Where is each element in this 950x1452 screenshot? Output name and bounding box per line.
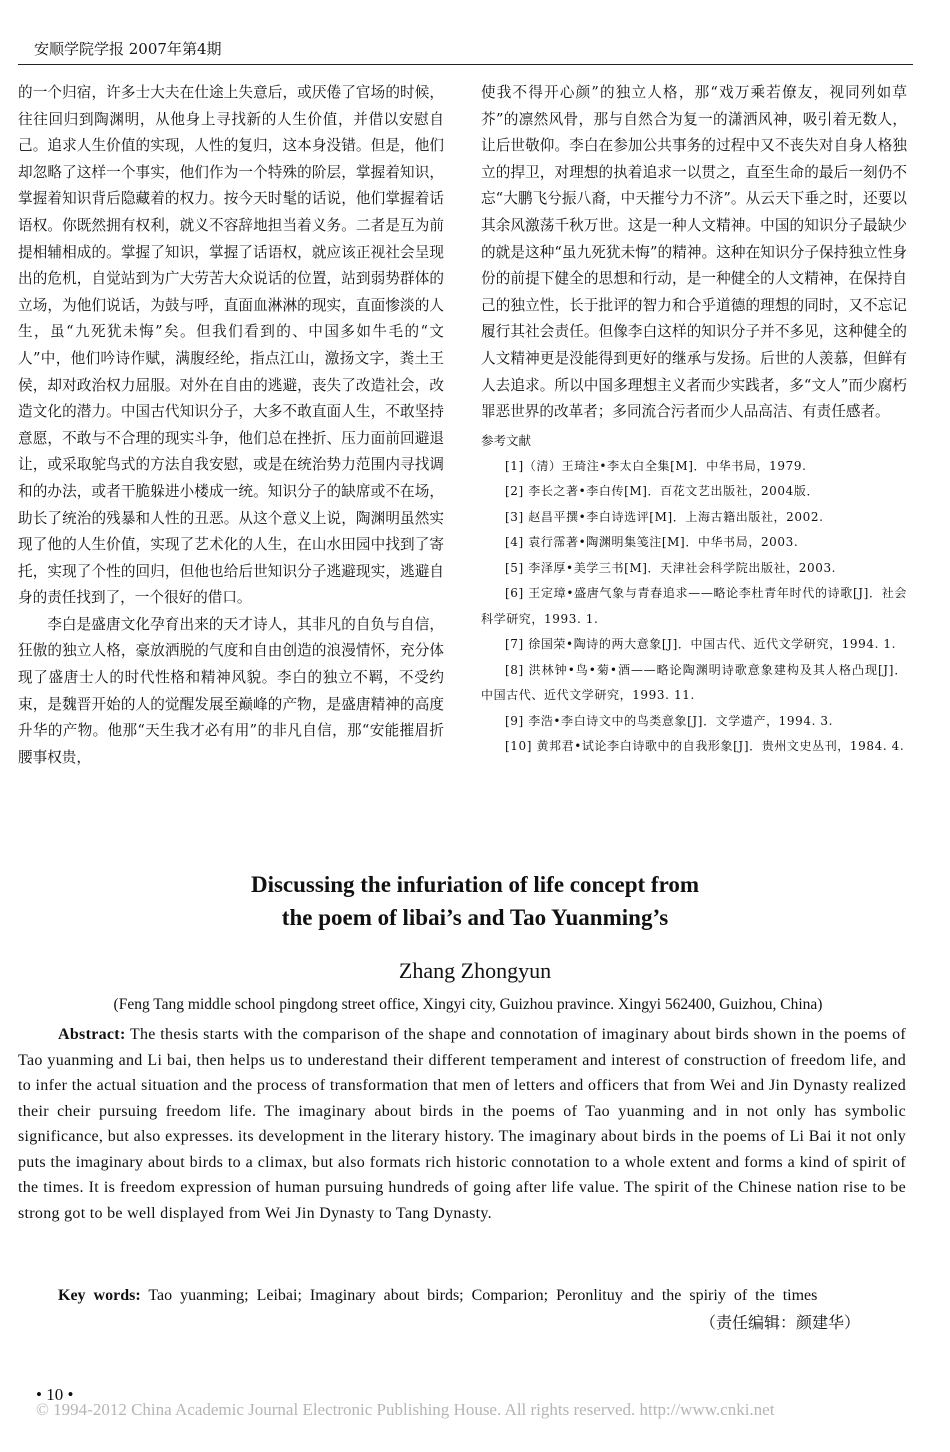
keywords-text: Tao yuanming; Leibai; Imaginary about birds; Comparion; Peronlituy and the spiriy of the times bbox=[148, 1287, 818, 1304]
journal-header: 安顺学院学报 2007年第4期 bbox=[34, 40, 222, 58]
reference-item: [1]（清）王琦注•李太白全集[M]．中华书局，1979. bbox=[505, 458, 807, 473]
abstract-text: The thesis starts with the comparison of the shape and connotation of imaginary about birds shown in the poems of Tao yuanming and Li bai, then helps us to underestand their different temperament and interest of construction of freedom life, and to infer the actual situation and the process of transformation that men of letters and officers that from Wei and Jin Dynasty realized their cheir pursuing freedom life. The imaginary about birds in the poems of Tao yuanming and in not only has symbolic significance, but also expresses. its development in the literary history. The imaginary about birds in the poems of Li Bai it not only puts the imaginary about birds to a climax, but also formats rich historic connotation to a whole extent and forms a kind of spirit of the times. It is freedom expression of human pursuing hundreds of going after life value. The spirit of the Chinese nation rise to be strong got to be well displayed from Wei Jin Dynasty to Tang Dynasty. bbox=[18, 1026, 906, 1222]
author-name: Zhang Zhongyun bbox=[398, 958, 552, 983]
body-paragraph: 使我不得开心颜”的独立人格，那“戏万乘若僚友，视同列如草芥”的凛然风骨，那与自然合为复一的潇洒风神，吸引着无数人，让后世敬仰。李白在参加公共事务的过程中又不丧失对自身人格独立的捍卫，对理想的执着追求一以贯之，直至生命的最后一刻仍不忘“大鹏飞兮振八裔，中天摧兮力不济”。从云天下垂之时，还要以其余风激荡千秋万世。这是一种人文精神。中国的知识分子最缺少的就是这种“虽九死犹未悔”的精神。这种在知识分子保持独立性身份的前提下健全的思想和行动，是一种健全的人文精神，在保持自己的独立性，长于批评的智力和合乎道德的理想的同时，又不忘记履行其社会责任。但像李白这样的知识分子并不多见，这种健全的人文精神更是没能得到更好的继承与发扬。后世的人羡慕，但鲜有人去追求。所以中国多理想主义者而少实践者，多“文人”而少腐朽罪恶世界的改革者；多同流合污者而少人品高洁、有责任感者。 bbox=[481, 84, 907, 421]
abstract-label: Abstract: bbox=[58, 1026, 126, 1043]
body-paragraph: 的一个归宿，许多士大夫在仕途上失意后，或厌倦了官场的时候，往往回归到陶渊明，从他身上寻找新的人生价值，并借以安慰自己。追求人生价值的实现，人性的复归，这本身没错。但是，他们却忽略了这样一个事实，他们作为一个特殊的阶层，掌握着知识，掌握着知识背后隐藏着的权力。按今天时髦的话说，他们掌握着话语权。你既然拥有权利，就义不容辞地担当着义务。二者是互为前提相辅相成的。掌握了知识，掌握了话语权，就应该正视社会呈现出的危机，自觉站到为广大劳苦大众说话的位置，站到弱势群体的立场，为他们说话，为鼓与呼，直面血淋淋的现实，直面惨淡的人生，虽“九死犹未悔”矣。但我们看到的、中国多如牛毛的“文人”中，他们吟诗作赋，满腹经纶，指点江山，激扬文字，粪土王侯，却对政治权力屈服。对外在自由的逃避，丧失了改造社会，改造文化的潜力。中国古代知识分子，大多不敢直面人生，不敢坚持意愿，不敢与不合理的现实斗争，他们总在挫折、压力面前回避退让，或采取鸵鸟式的方法自我安慰，或是在统治势力范围内寻找调和的办法，或者干脆躲进小楼成一统。知识分子的缺席或不在场，助长了统治的残暴和人性的丑恶。从这个意义上说，陶渊明虽然实现了他的人生价值，实现了艺术化的人生，在山水田园中找到了寄托，实现了个性的回归，但他也给后世知识分子逃避现实，逃避自身的责任找到了，一个很好的借口。 bbox=[18, 84, 444, 607]
reference-item: [8] 洪林钟•鸟•菊•酒——略论陶渊明诗歌意象建构及其人格凸现[J]．中国古代、近代文学研究，1993. 11. bbox=[481, 662, 907, 703]
body-paragraph: 李白是盛唐文化孕育出来的天才诗人，其非凡的自负与自信，狂傲的独立人格，豪放洒脱的气度和自由创造的浪漫情怀，充分体现了盛唐士人的时代性格和精神风貌。李白的独立不羁，不受约束，是魏晋开始的人的觉醒发展至巅峰的产物，是盛唐精神的高度升华的产物。他那“天生我才必有用”的非凡自信，那“安能摧眉折腰事权贵， bbox=[18, 615, 444, 766]
english-title-line: the poem of libai’s and Tao Yuanming’s bbox=[281, 905, 669, 930]
reference-item: [4] 袁行霈著•陶渊明集笺注[M]．中华书局，2003. bbox=[505, 535, 799, 550]
keywords-label: Key words: bbox=[58, 1287, 141, 1304]
reference-item: [3] 赵昌平撰•李白诗选评[M]．上海古籍出版社，2002. bbox=[505, 509, 824, 524]
reference-item: [2] 李长之著•李白传[M]．百花文艺出版社，2004版． bbox=[505, 484, 820, 499]
reference-item: [6] 王定璋•盛唐气象与青春追求——略论李杜青年时代的诗歌[J]．社会科学研究，1993. 1. bbox=[481, 586, 907, 626]
left-column bbox=[18, 80, 444, 771]
header-rule bbox=[18, 64, 913, 65]
right-column bbox=[481, 80, 907, 760]
english-abstract bbox=[18, 1022, 906, 1226]
copyright-watermark: © 1994-2012 China Academic Journal Electronic Publishing House. All rights reserved. http://www.cnki.net bbox=[36, 1400, 775, 1419]
english-title-line: Discussing the infuriation of life concept from bbox=[250, 872, 700, 897]
references-list bbox=[481, 454, 907, 760]
page-number: • 10 • bbox=[36, 1385, 74, 1404]
reference-item: [10] 黄邦君•试论李白诗歌中的自我形象[J]．贵州文史丛刊，1984. 4. bbox=[505, 739, 905, 754]
editor-credit: （责任编辑：颜建华） bbox=[699, 1313, 860, 1332]
english-keywords bbox=[18, 1282, 906, 1309]
reference-item: [5] 李泽厚•美学三书[M]．天津社会科学院出版社，2003. bbox=[505, 560, 837, 575]
english-title bbox=[0, 868, 950, 934]
reference-item: [7] 徐国荣•陶诗的两大意象[J]．中国古代、近代文学研究，1994. 1. bbox=[505, 637, 897, 652]
reference-item: [9] 李浩•李白诗文中的鸟类意象[J]．文学遗产，1994. 3. bbox=[505, 713, 834, 728]
author-affiliation: (Feng Tang middle school pingdong street office, Xingyi city, Guizhou pravince. Xingyi 562400, Guizhou, China) bbox=[113, 996, 823, 1013]
references-title: 参考文献 bbox=[481, 432, 532, 448]
